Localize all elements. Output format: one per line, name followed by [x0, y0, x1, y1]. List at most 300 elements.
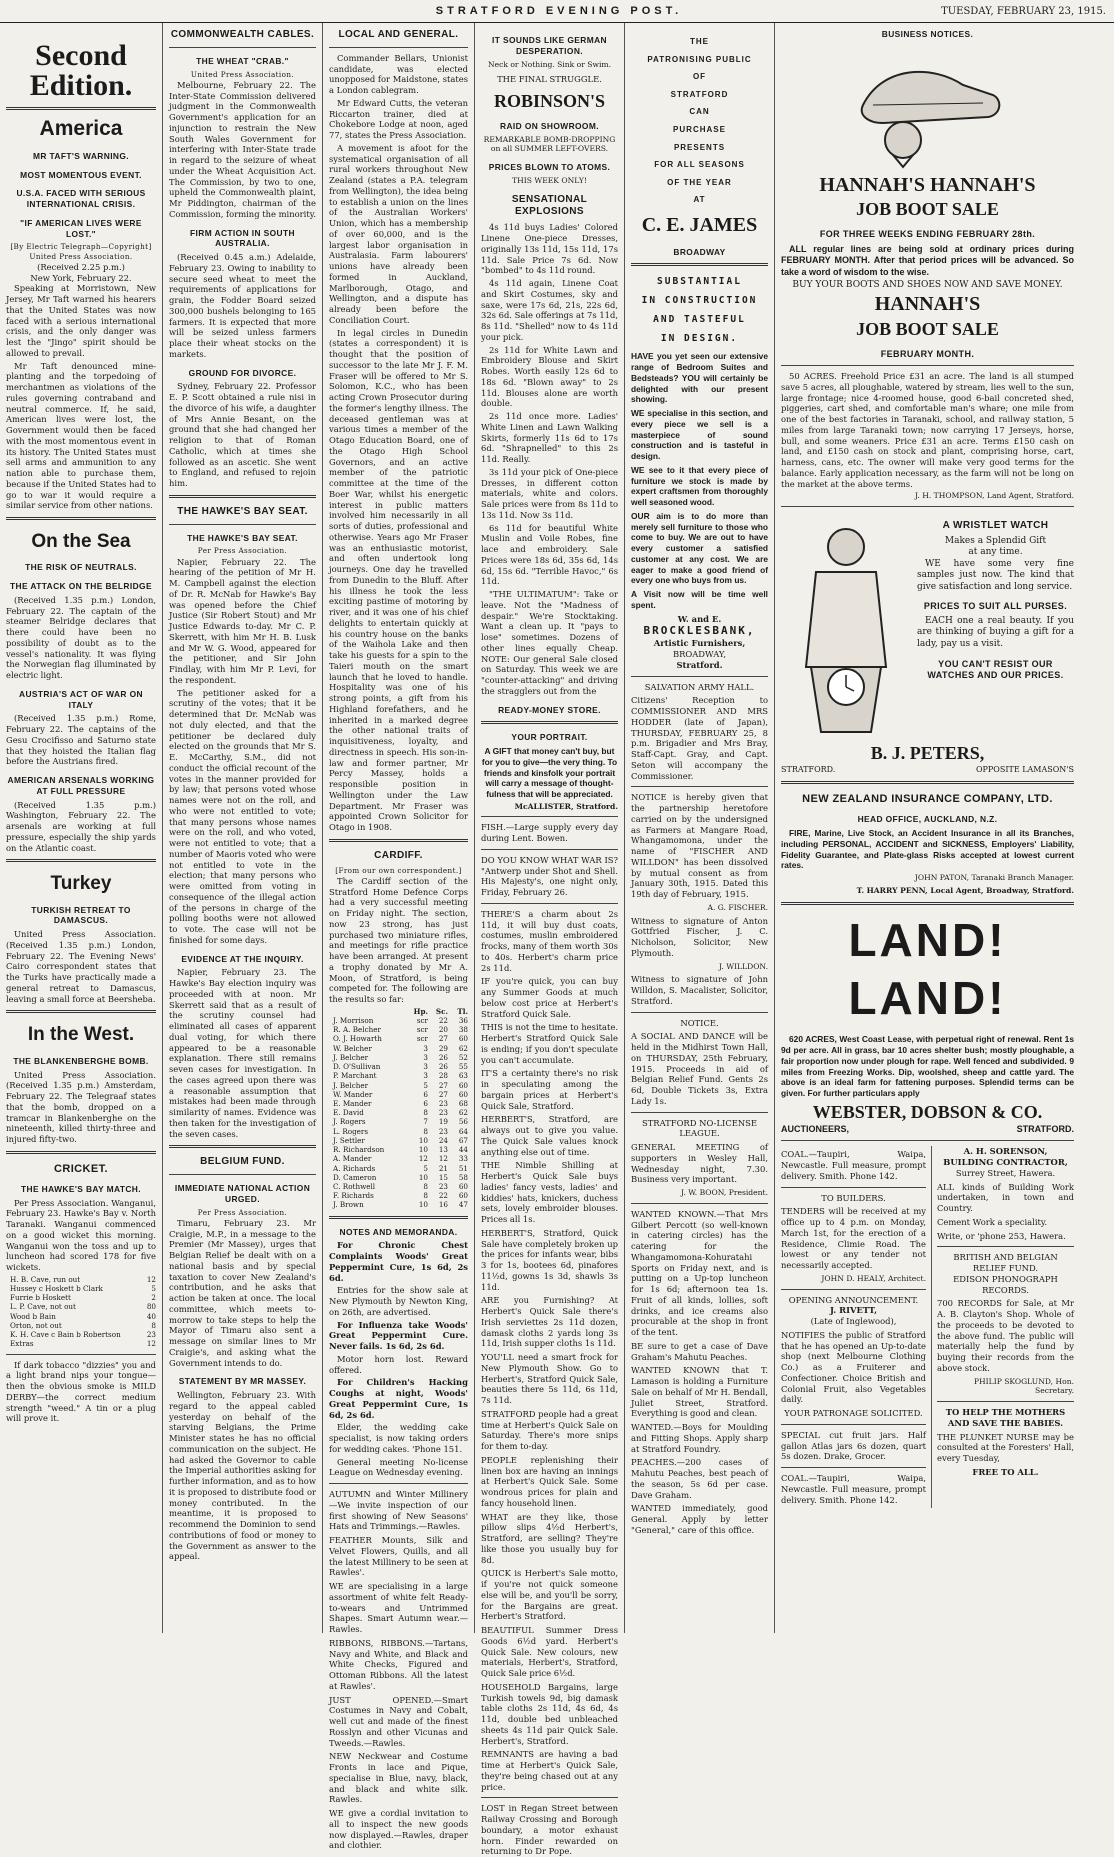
competitor-name: C. Rothwell — [333, 1181, 376, 1191]
advert-item: THIS is not the time to hesitate. Herbert's Stratford Quick Sale is ending; if you don't speculate you can't accumulate. — [481, 1022, 618, 1065]
advert-item: IF you're quick, you can buy any Summer Goods at much below cost price at Herbert's Stratford Quick Sale. — [481, 976, 618, 1019]
note-item: For Chronic Chest Complaints Woods' Great Peppermint Cure, 1s 6d, 2s 6d. — [329, 1240, 468, 1283]
advertiser-name: WEBSTER, DOBSON & CO. — [812, 1101, 1043, 1122]
headline: BELGIUM FUND. — [200, 1156, 285, 1168]
advert-headline: SUBSTANTIAL IN CONSTRUCTION AND TASTEFUL IN DESIGN. — [641, 276, 758, 345]
score-cell: 5 — [423, 1080, 428, 1090]
score-row — [329, 1062, 468, 1071]
score-cell: 62 — [458, 1043, 468, 1053]
signature: J. WILLDON. — [718, 961, 768, 971]
notice-text: Cement Work a speciality. — [937, 1216, 1048, 1227]
advertiser-address: AUCTIONEERS, STRATFORD. — [781, 1123, 1074, 1134]
agency-line: United Press Association. — [190, 69, 295, 79]
advertiser-address: BROADWAY, — [672, 649, 727, 660]
score-cell: 6 — [423, 1089, 428, 1099]
advert-paragraph: WE have some very fine samples just now. The kind that give satisfaction and long service. — [917, 558, 1074, 592]
advert-paragraph: A Visit now will be time well spent. — [631, 589, 768, 610]
headline: TURKISH RETREAT TO DAMASCUS. — [31, 904, 131, 926]
score-cell: 23 — [438, 1099, 448, 1108]
notice-heading: TO BUILDERS. — [821, 1192, 886, 1203]
advert-subhead: FOR THREE WEEKS ENDING FEBRUARY 28th. — [819, 229, 1036, 240]
score-cell: 23 — [438, 1181, 448, 1191]
column-3 — [323, 23, 475, 1851]
headline: IT SOUNDS LIKE GERMAN DESPERATION. — [492, 35, 607, 56]
score-cell: 22 — [438, 1191, 448, 1201]
advert-paragraph: WE specialise in this section, and every piece we sell is a masterpiece of sound construction and is tasteful in design. — [631, 408, 768, 462]
classified-item: WANTED immediately, good General. Apply by letter "General," care of this office. — [631, 1503, 768, 1535]
score-cell: 38 — [458, 1025, 468, 1035]
cricket-scorecard — [6, 1275, 156, 1349]
classified-item: SPECIAL cut fruit jars. Half gallon Atlas jars 6s dozen, quart 5s dozen. Drake, Grocer. — [781, 1429, 926, 1462]
sale-item: "THE ULTIMATUM": Take or leave. Not the "Madness of despair." We're Stocktaking. Want a clean up. It "pays to lose" sometimes. Dozens of other lines equally Cheap. NOTE: Our general Sale closed on Saturday. This week we are "counter-attacking" and driving the stragglers out from the — [481, 589, 618, 696]
advert-paragraph: 50 ACRES. Freehold Price £31 an acre. The land is all stumped save 5 acres, all ploughable, watered by stream, lies well to the sun, large frontage; nice 4-roomed house, good 6-bail concreted shed, piggeries, cart shed, and comfortable man's whare; one mile from one of the best factories in Taranaki, school, and railway station, 5 miles from large Taranaki town; now carrying 17 Jerseys, horse, bull, and some weaners. Price £31 an acre. Terms £150 cash on land, and £150 cash on stock and plant, comprising horse, cart, harness, cans, etc. The owner will make very good terms for the balance. Early application necessary, as the farm will not be long on the market at the above terms. — [781, 371, 1074, 489]
score-cell: Sc. — [435, 1006, 448, 1016]
score-row — [329, 1182, 468, 1191]
signature: JOHN D. HEALY, Architect. — [821, 1273, 926, 1283]
score-cell: 19 — [438, 1117, 448, 1127]
score-row — [329, 1164, 468, 1173]
note-item: Entries for the show sale at New Plymouth by Newton King, on 26th, are advertised. — [329, 1285, 468, 1317]
score-cell: 16 — [438, 1200, 448, 1210]
advertiser-name: HANNAH'S HANNAH'S — [819, 173, 1036, 196]
section-heading-commonwealth: COMMONWEALTH CABLES. — [170, 29, 315, 40]
score-cell: 44 — [458, 1145, 468, 1155]
signature: JOHN PATON, Taranaki Branch Manager. — [914, 873, 1074, 883]
sale-item: 3s 11d your pick of One-piece Dresses, in different cotton materials, white and colors. Sale prices were from 8s 11d to 13s 11d. Now 3s 11d. — [481, 466, 618, 520]
sale-item: 2s 11d once more. Ladies' White Linen and Lawn Walking Skirts, formerly 11s 6d to 17s 6d. "Shrapnelled" to this 2s 11d. Really. — [481, 411, 618, 464]
article-paragraph: (Received 1.35 p.m.) Rome, February 22. The captains of the Gesu Crocifisso and Saturno state that they hoisted the Italian flag before the Austrians fired. — [6, 713, 156, 767]
advert-paragraph: A GIFT that money can't buy, but for you to give—the very thing. To friends and kinsfolk your portrait will carry a message of thought-fulness that will be appreciated. — [481, 746, 618, 799]
article-paragraph: Melbourne, February 22. The Inter-State Commission delivered judgment in the Commonwealth Government's application for an injunction to restrain the New South Wales Government for interfering with Inter-State trade in regard to the seizure of wheat under the Wheat Acquisition Act. The Commission, by two to one, upheld the Commonwealth plaint, Mr Piddington, chairman of the Commission, forming the minority. — [169, 79, 316, 219]
score-row — [329, 1136, 468, 1145]
boot-icon — [843, 45, 1013, 170]
article-paragraph: (Received 1.35 p.m.) Washington, February 22. The arsenals are working at full pressure, especially the ship yards on the Atlantic coast. — [6, 799, 156, 853]
advertiser-signature: McALLISTER, Stratford. — [514, 801, 618, 811]
score-cell: 10 — [418, 1135, 428, 1145]
advert-item: LOST in Regan Street between Railway Crossing and Borough boundary, a motor exhaust horn. Finder rewarded on returning to Dr Pope. — [481, 1803, 618, 1857]
score-cell: 28 — [438, 1071, 448, 1081]
notice-text: TENDERS will be received at my office up to 4 p.m. on Monday, March 1st, for the erection of a Residence, Climie Road. The lowest or any tender not necessarily accepted. — [781, 1206, 926, 1271]
score-cell: 10 — [418, 1145, 428, 1155]
advert-item: JUST OPENED.—Smart Costumes in Navy and Cobalt, well cut and made of the finest Rosslyn and other Vicunas and Tweeds.—Rawles. — [329, 1694, 468, 1748]
agency-line: [From our own correspondent.] — [335, 865, 462, 875]
score-row — [329, 1200, 468, 1209]
advert-subhead: PRICES TO SUIT ALL PURSES. — [923, 601, 1068, 612]
score-cell: 12 — [438, 1154, 448, 1164]
headline: AUSTRIA'S ACT OF WAR ON ITALY — [19, 688, 143, 710]
article-paragraph: Speaking at Morristown, New Jersey, Mr Taft warned his hearers that the United States was now faced with a serious international crisis, and the only danger was lest the "Jingo" spirit should be allowed to prevail. — [6, 283, 156, 358]
score-row — [329, 1191, 468, 1200]
sale-item: 4s 11d buys Ladies' Colored Linene One-piece Dresses, originally 13s 11d, 15s 11d, 17s 11d. Sale Price 7s 6d. Now "bombed" to 4s 11d round. — [481, 222, 618, 276]
notice-heading: SALVATION ARMY HALL. — [644, 681, 755, 692]
advert-paragraph: If dark tobacco "dizzies" you and a light brand nips your tongue—then the obvious smoke is MILD DERBY—the correct medium strength "weed." A tin or a plug will prove it. — [6, 1359, 156, 1424]
advert-item: IT'S a certainty there's no risk in speculating among the bargain prices at Herbert's Quick Sale, Stratford. — [481, 1068, 618, 1111]
agency-line: [By Electric Telegraph—Copyright] United Press Association. — [10, 242, 152, 261]
classified-item: WANTED KNOWN that T. Lamason is holding a Furniture Sale on behalf of Mr H. Bendall, Juliet Street, Stratford. Everything is good and clean. — [631, 1365, 768, 1419]
headline: FIRM ACTION IN SOUTH AUSTRALIA. — [190, 227, 295, 249]
score-cell: 8 — [423, 1126, 428, 1136]
notice-text: ALL kinds of Building Work undertaken, in town and Country. — [937, 1181, 1074, 1214]
score-row: Wood b Bain 40 — [10, 1311, 156, 1321]
issue-date: TUESDAY, FEBRUARY 23, 1915. — [941, 5, 1106, 17]
score-cell: 60 — [458, 1080, 468, 1090]
edition-heading: Second Edition. — [29, 39, 133, 102]
advert-item: YOU'LL need a smart frock for New Plymouth Show. Go to Herbert's, Stratford Quick Sale, beauties there 5s 11d, 6s 11d, 7s 11d. — [481, 1352, 618, 1406]
advert-item: THERE'S a charm about 2s 11d, it will buy dust coats, costumes, muslin embroidered frocks, many of them worth 30s to 40s. Herbert's charm price 2s 11d. — [481, 908, 618, 973]
headline: MR TAFT'S WARNING. — [32, 150, 130, 161]
score-row — [329, 1044, 468, 1053]
notice-heading: FREE TO ALL. — [972, 1466, 1039, 1477]
article-paragraph: Napier, February 23. The Hawke's Bay election inquiry was proceeded with at noon. Mr Skerrett said that as a result of the scrutiny counsel had eliminated all cases of apparent dual voting, for which there appeared to be a reasonable explanation. There still remains seven cases for investigation. In the cases agreed upon there was a reasonable assumption that mistakes had been made through similarity of names. Evidence was then taken for the investigation of the seven cases. — [169, 967, 316, 1139]
competitor-name: A. Richards — [333, 1163, 376, 1173]
classified-item: COAL.—Taupiri, Waipa, Newcastle. Full measure, prompt delivery. Smith. Phone 142. — [781, 1149, 926, 1181]
score-cell: 58 — [458, 1172, 468, 1182]
headline: GROUND FOR DIVORCE. — [188, 367, 297, 378]
competitor-name: J. Brown — [333, 1200, 364, 1210]
competitor-name: J. Rogers — [333, 1117, 366, 1127]
classified-item: COAL.—Taupiri, Waipa, Newcastle. Full measure, prompt delivery. Smith. Phone 142. — [781, 1473, 926, 1505]
advert-item: PEOPLE replenishing their linen box are having an innings at Herbert's Quick Sale. Some wondrous prices for plain and fancy household linen. — [481, 1454, 618, 1508]
article-paragraph: United Press Association. (Received 1.35 p.m.) Amsterdam, February 22. The Telegraaf states that the bomb, dropped on a tramcar in Blankenberghe on the nineteenth, killed thirty-three and injured fifty-two. — [6, 1069, 156, 1144]
notice-text: GENERAL MEETING of supporters in Wesley Hall, Wednesday night, 7.30. Business very important. — [631, 1142, 768, 1185]
advert-subhead: at any time. — [968, 547, 1023, 558]
competitor-name: J. Belcher — [333, 1080, 369, 1090]
advertiser-name: NEW ZEALAND INSURANCE COMPANY, LTD. — [802, 793, 1053, 806]
shooting-score-table — [329, 1007, 468, 1210]
score-row — [329, 1117, 468, 1126]
note-item: General meeting No-license League on Wednesday evening. — [329, 1456, 468, 1478]
section-heading-cricket: CRICKET. — [54, 1162, 108, 1175]
headline: THE HAWKE'S BAY SEAT. — [187, 532, 298, 543]
note-item: Elder, the wedding cake specialist, is now taking orders for wedding cakes. 'Phone 151. — [329, 1422, 468, 1454]
article-paragraph: (Received 0.45 a.m.) Adelaide, February 23. Owing to inability to secure seed wheat to meet the requirements of applications for grain, the Fodder Board seized 300,000 bushels belonging to 165 farmers. It is expected that more will be seized unless farmers place their wheat stocks on the markets. — [169, 252, 316, 359]
competitor-name — [333, 1007, 408, 1016]
headline: EVIDENCE AT THE INQUIRY. — [181, 953, 304, 964]
competitor-name: D. O'Sullivan — [333, 1062, 381, 1072]
article-paragraph: Napier, February 22. The hearing of the petition of Mr H. M. Campbell against the election of Dr. R. McNab for Hawke's Bay was opened before the Chief Justice (Sir Robert Stout) and Mr Justice Edwards to-day. Mr C. P. Skerrett, with him Mr H. B. Lusk and Mr W. G. Wood, appeared for the petitioner, and Sir John Findlay, with him Mr P. Levi, for the respondent. — [169, 556, 316, 685]
notice-text: NOTIFIES the public of Stratford that he has opened an Up-to-date shop (next Melbourne Clothing Co.) as a Fruiterer and Confectioner. Choice British and Colonial Fruit, also Vegetables daily. — [781, 1329, 926, 1405]
score-row — [329, 1108, 468, 1117]
article-paragraph: Wellington, February 23. With regard to the appeal cabled yesterday on behalf of the starving Belgians, the Prime Minister states he has no official communication on the subject. He had asked the Governor to cable the Imperial authorities asking for further information, and as to how it is proposed to distribute food or money contributed. In the meantime, it is proposed to recommend the Dominion to send contributions of food or money to the Government as answer to the appeal. — [169, 1390, 316, 1562]
article-paragraph: Per Press Association. Wanganui, February 23. Hawke's Bay v. North Taranaki. Wanganui commenced on a good wicket this morning. Wanganui won the toss and up to luncheon had scored 178 for five wickets. — [6, 1197, 156, 1273]
advert-item: WE give a cordial invitation to all to inspect the new goods now displayed.—Rawles, draper and clothier. — [329, 1808, 468, 1851]
score-row: H. B. Cave, run out 12 — [10, 1274, 156, 1284]
notice-heading: EDISON PHONOGRAPH RECORDS. — [953, 1273, 1058, 1295]
score-cell: 23 — [438, 1126, 448, 1136]
score-cell: 24 — [438, 1135, 448, 1145]
article-paragraph: Sydney, February 22. Professor E. P. Scott obtained a rule nisi in the divorce of his wife, a daughter of Mrs Annie Besant, on the ground that she had changed her religion to that of Roman Catholic, which at times she followed as an ascetic. She went to England, and refused to rejoin him. — [169, 381, 316, 489]
advert-item: WHAT are they like, those pillow slips 4½d Herbert's, Stratford, are selling? They're like those you usually buy for 8d. — [481, 1511, 618, 1565]
competitor-name: R. Richardson — [333, 1145, 385, 1155]
competitor-name: F. Richards — [333, 1191, 374, 1201]
headline: RAID ON SHOWROOM. — [500, 121, 599, 131]
competitor-name: J. Belcher — [333, 1052, 369, 1062]
signature: PHILIP SKOGLUND, Hon. Secretary. — [973, 1376, 1074, 1396]
competitor-name: E. David — [333, 1108, 364, 1118]
subheadline: Neck or Nothing. Sink or Swim. — [487, 59, 612, 69]
advertiser-name: C. E. JAMES — [641, 213, 758, 236]
score-cell: 55 — [458, 1062, 468, 1072]
advert-paragraph: FIRE, Marine, Live Stock, an Accident Insurance in all its Branches, including PERSONAL, ACCIDENT and SICKNESS, Employers' Liability, Fidelity Guarantee, and Plate-glass Risks accepted at lowest current rates. — [781, 828, 1074, 871]
newspaper-title: STRATFORD EVENING POST. — [435, 5, 683, 17]
notice-text: Citizens' Reception to COMMISSIONER AND MRS HODDER (late of Japan), THURSDAY, FEBRUARY 25, 8 p.m. Brigadier and Mrs Bray, Staff-Capt. Gray, and Capt. Seton will accompany the Commissioner. — [631, 695, 768, 781]
advert-item: AUTUMN and Winter Millinery—We invite inspection of our first showing of New Seasons' Hats and Trimmings.—Rawles. — [329, 1489, 468, 1532]
headline: READY-MONEY STORE. — [498, 704, 601, 715]
advertiser-trade: Artistic Furnishers, — [653, 638, 746, 649]
notice-text: 700 RECORDS for Sale, at Mr A. B. Clayton's Shop. Whole of the proceeds to be devoted to the above fund. The public will materially help the fund by buying their records from the above stock. — [937, 1298, 1074, 1373]
advert-item: RIBBONS, RIBBONS.—Tartans, Navy and White, and Black and White Checks, Figured and Ottoman Ribbons. All the latest at Rawles'. — [329, 1637, 468, 1691]
advert-item: NEW Neckwear and Costume Fronts in lace and Pique, specialise in Blue, navy, black, and black and white silk. Rawles. — [329, 1751, 468, 1805]
advert-item: BEAUTIFUL Summer Dress Goods 6½d yard. Herbert's Quick Sale. New colours, new materials, Herbert's, Stratford, Quick Sale price 6½d. — [481, 1625, 618, 1679]
column-2 — [163, 23, 323, 1633]
score-row — [329, 1016, 468, 1025]
article-paragraph: United Press Association. (Received 1.35 p.m.) London, February 22. The Evening News' Cairo correspondent states that the Turks have practically made a general retreat to Damascus, leaving a small force at Beersheba. — [6, 929, 156, 1004]
score-cell: 8 — [423, 1181, 428, 1191]
headline: THE ATTACK ON THE BELRIDGE — [10, 581, 152, 592]
score-row: L. P. Cave, not out 80 — [10, 1302, 156, 1312]
score-cell: scr — [416, 1025, 428, 1035]
score-cell: 23 — [438, 1108, 448, 1118]
agency-line: Per Press Association. — [197, 546, 288, 556]
column-1 — [0, 23, 163, 1633]
score-cell: 6 — [423, 1099, 428, 1108]
score-row — [329, 1025, 468, 1034]
score-cell: 3 — [423, 1062, 428, 1072]
headline: STATEMENT BY MR MASSEY. — [178, 1376, 307, 1387]
subheadline: REMARKABLE BOMB-DROPPING on all SUMMER LEFT-OVERS. — [483, 134, 616, 154]
advert-headline: JOB BOOT SALE — [856, 318, 999, 339]
advertiser-address: HEAD OFFICE, AUCKLAND, N.Z. — [857, 814, 998, 825]
competitor-name: W. Mander — [333, 1089, 373, 1099]
score-cell: 26 — [438, 1052, 448, 1062]
watch-advert — [781, 512, 1074, 742]
notice-heading: STRATFORD NO-LICENSE LEAGUE. — [641, 1117, 758, 1139]
article-paragraph: The Cardiff section of the Stratford Home Defence Corps had a very successful meeting on Friday night. The section, now 23 strong, has just purchased two miniature rifles, and meetings for rifle practice have been arranged. At present a trophy donated by Mr A. Moon, of Stratford, is being competed for. The following are the results so far: — [329, 875, 468, 1005]
competitor-name: A. Mander — [333, 1154, 372, 1164]
score-cell: 29 — [438, 1043, 448, 1053]
article-paragraph: Timaru, February 23. Mr Craigie, M.P., in a message to the Premier (Mr Massey), urges that Belgian Relief be dealt with on a national basis and by special taxation to cover New Zealand's contribution, and he asks that action be taken at once. The local committee, which meets to-morrow to take steps to help the Mayor of Timaru also sent a message on similar lines to Mr Craigie's, and asking what the Government intends to do. — [169, 1217, 316, 1368]
headline: AMERICAN ARSENALS WORKING AT FULL PRESSURE — [7, 775, 155, 796]
score-cell: 7 — [423, 1117, 428, 1127]
agency-line: Per Press Association. — [197, 1207, 288, 1217]
headline: THE HAWKE'S BAY MATCH. — [21, 1183, 141, 1194]
advert-paragraph: OUR aim is to do more than merely sell furniture to those who come to buy. We are out to have every customer a satisfied customer at any cost. We are eager to make a good friend of every one who buys from us. — [631, 510, 768, 586]
headline: CARDIFF. — [374, 849, 423, 861]
competitor-name: J. Settler — [333, 1135, 365, 1145]
wristlet-watch-icon — [786, 517, 906, 737]
advert-item: HERBERT'S, Stratford, Quick Sale have completely broken up the prices for infants wear, bibs 3 for 1s, bootees 6d, pinafores 11½d, gowns 1s 3d, shawls 3s 11d. — [481, 1227, 618, 1292]
article-paragraph: In legal circles in Dunedin (states a correspondent) it is thought that the position of successor to the late Mr J. F. M. Fraser will be offered to Mr S. Solomon, K.C., who has been acting Crown Prosecutor during the former's lengthy illness. The deceased gentleman was at various times a member of the Otago Education Board, one of the Otago High School Governors, and an active member of the patriotic committee at the time of the Boer War, whilst his energetic interest in public matters involved him necessarily in all sorts of duties, professional and otherwise. Years ago Mr Fraser was an enthusiastic motorist, and often undertook long journeys. One day he travelled from Dunedin to the Bluff. After his illness he took the less exciting pastime of motoring by river, and it was one of his chief delights to entertain quickly at his country house on the banks of the Waihola Lake and then take his guests for a spin to the Taieri mouth on the smart launch that he loved to handle. Hospitality was one of his strong points, a gift from his Highland forefathers, and he inherited in a marked degree the other national traits of inquisitiveness, loyalty, and directness in speech. His son-in-law and former partner, Mr Percy Massey, holds a responsible position in Wellington under the Law Department. Mr Fraser was appointed Crown Solicitor for Otago in 1908. — [329, 327, 468, 833]
advertiser-address: Surrey Street, Hawera. — [955, 1167, 1056, 1178]
notice-heading: OPENING ANNOUNCEMENT. — [788, 1294, 919, 1305]
headline: U.S.A. FACED WITH SERIOUS INTERNATIONAL CRISIS. — [16, 188, 146, 210]
advert-subhead: BUY YOUR BOOTS AND SHOES NOW AND SAVE MONEY. — [792, 280, 1063, 291]
notice-heading: BRITISH AND BELGIAN RELIEF FUND. — [953, 1252, 1058, 1274]
score-cell: 3 — [423, 1071, 428, 1081]
classified-item: PEACHES.—200 cases of Mahutu Peaches, best peach of the season, 5s 6d per case. Dave Graham. — [631, 1457, 768, 1500]
section-heading-west: In the West. — [27, 1024, 135, 1046]
column-6-advertisements — [775, 23, 1080, 1633]
score-cell: 68 — [458, 1099, 468, 1108]
score-row — [329, 1145, 468, 1154]
advert-item: WE are specialising in a large assortment of white felt Ready-to-wears and Untrimmed Shapes. Smart Autumn wear.—Rawles. — [329, 1581, 468, 1635]
score-cell: 27 — [438, 1089, 448, 1099]
advert-item: HOUSEHOLD Bargains, large Turkish towels 9d, big damask table cloths 2s 11d, 4s 6d, 4s 11d, double bed unbleached sheets 4s 11d pair Quick Sale. Herbert's, Stratford. — [481, 1681, 618, 1746]
score-row — [329, 1081, 468, 1090]
section-heading-local: LOCAL AND GENERAL. — [338, 29, 459, 40]
classified-item: BE sure to get a case of Dave Graham's Mahutu Peaches. — [631, 1340, 768, 1362]
notice-heading: YOUR PATRONAGE SOLICITED. — [784, 1408, 923, 1419]
note-item: For Influenza take Woods' Great Peppermint Cure. Never fails. 1s 6d, 2s 6d. — [329, 1319, 468, 1352]
score-row — [329, 1053, 468, 1062]
score-cell: 10 — [418, 1172, 428, 1182]
headline: YOUR PORTRAIT. — [511, 732, 588, 743]
sale-item: 4s 11d again, Linene Coat and Skirt Costumes, sky and saxe, were 17s 6d, 21s, 22s 6d, 32s 6d. Sale offerings at 7s 11d, 8s 11d. "Shelled" now to 4s 11d your pick. — [481, 278, 618, 342]
score-cell: 13 — [438, 1145, 448, 1155]
score-cell: 62 — [458, 1108, 468, 1118]
advert-paragraph: EACH one a real beauty. If you are thinking of buying a gift for a lady, pay us a visit. — [917, 615, 1074, 649]
score-cell: 20 — [438, 1025, 448, 1035]
signature: J. H. THOMPSON, Land Agent, Stratford. — [914, 491, 1074, 501]
score-cell: 27 — [438, 1034, 448, 1044]
score-row: Hussey c Hoskett b Clark 5 — [10, 1284, 156, 1294]
score-cell: 12 — [418, 1154, 428, 1164]
ads-left-subcolumn — [781, 1146, 932, 1508]
advert-headline: JOB BOOT SALE — [856, 199, 999, 220]
score-cell: 36 — [458, 1016, 468, 1026]
score-row — [329, 1007, 468, 1016]
score-cell: 63 — [458, 1071, 468, 1081]
section-heading-turkey: Turkey — [50, 873, 112, 895]
sale-item: 2s 11d for White Lawn and Embroidery Blouse and Skirt Robes. Worth easily 12s 6d to 18s 6d. "Blown away" to 2s 11d. Blouses alone are worth double. — [481, 344, 618, 409]
advertiser-address: BROADWAY — [673, 246, 726, 257]
advert-item: ARE you Furnishing? At Herbert's Quick Sale there's Irish serviettes 2s 11d dozen, damask cloths 2 yards long 3s 11d, Irish supper cloths 1s 11d. — [481, 1295, 618, 1349]
advert-paragraph: WE see to it that every piece of furniture we stock is made by expert craftsmen from thoroughly well seasoned wood. — [631, 464, 768, 508]
advert-headline: A WRISTLET WATCH — [942, 520, 1049, 532]
score-row — [329, 1173, 468, 1182]
masthead — [0, 0, 1114, 23]
notice-text: THE PLUNKET NURSE may be consulted at the Foresters' Hall, every Tuesday, — [937, 1431, 1074, 1464]
lady-illustration — [781, 512, 911, 742]
advertiser-note: (Late of Inglewood), — [810, 1316, 897, 1327]
section-heading-sea: On the Sea — [31, 531, 131, 553]
score-cell: 33 — [458, 1154, 468, 1164]
sale-item: 6s 11d for beautiful White Muslin and Voile Robes, fine lace and embroidery. Sale Prices were 18s 6d, 35s 6d, 14s 6d, 15s 6d. "Terrible Havoc," 6s 11d. — [481, 522, 618, 587]
headline: THE HAWKE'S BAY SEAT. — [177, 505, 308, 517]
column-4 — [475, 23, 625, 1857]
score-cell: Tl. — [457, 1006, 468, 1016]
section-heading-business: BUSINESS NOTICES. — [881, 29, 974, 39]
advert-headline: LAND! LAND! — [848, 913, 1007, 1025]
score-cell: 26 — [438, 1062, 448, 1072]
headline: SENSATIONAL EXPLOSIONS — [511, 193, 588, 218]
advertiser-town: Stratford. — [676, 659, 723, 670]
headline: THE RISK OF NEUTRALS. — [25, 562, 137, 573]
signature: A. G. FISCHER. — [707, 902, 768, 912]
score-cell: scr — [416, 1016, 428, 1026]
headline: THE BLANKENBERGHE BOMB. — [13, 1055, 149, 1066]
score-cell: 8 — [423, 1108, 428, 1118]
advert-item: QUICK is Herbert's Sale motto, if you're not quick someone else will be, and you'll be sorry, for the Bargains are great. Herbert's Stratford. — [481, 1568, 618, 1622]
advertiser-name: A. H. SORENSON, — [963, 1146, 1048, 1157]
classified-item: WANTED KNOWN.—That Mrs Gilbert Percott (so well-known in catering circles) has the catering for the Whangamomona-Kohuratahi Sports on Friday next, and is putting on a Up-top luncheon for 1s 6d; afternoon tea 1s. Fruit of all kinds, lollies, soft drinks, and ice creams also procurable at the shop in front of the tent. — [631, 1208, 768, 1338]
score-row — [329, 1090, 468, 1099]
advertiser-name: W. and E. — [677, 613, 722, 624]
score-cell: 3 — [423, 1052, 428, 1062]
notice-text: A SOCIAL AND DANCE will be held in the Midhirst Town Hall, on THURSDAY, 25th February, 1915. Proceeds in aid of Belgian Relief Fund. Gents 2s 6d, Double Tickets 3s, Extra Lady 1s. — [631, 1031, 768, 1106]
classified-item: WANTED.—Boys for Moulding and Fitting Shops. Apply sharp at Stratford Foundry. — [631, 1422, 768, 1454]
advert-paragraph: HAVE you yet seen our extensive range of Bedroom Suites and Bedsteads? YOU will certainly be delighted with our present showing. — [631, 351, 768, 405]
advert-item: REMNANTS are having a bad time at Herbert's Quick Sale, they're being chased out at any price. — [481, 1749, 618, 1792]
competitor-name: R. A. Belcher — [333, 1025, 381, 1035]
advertiser-name: HANNAH'S — [874, 292, 981, 315]
advert-item: FISH.—Large supply every day during Lent. Bowen. — [481, 822, 618, 844]
advertiser-address: STRATFORD. OPPOSITE LAMASON'S — [781, 765, 1074, 775]
score-cell: Hp. — [413, 1006, 428, 1016]
section-heading-america: America — [39, 117, 123, 140]
advertiser-name: J. RIVETT, — [829, 1305, 878, 1316]
score-cell: 8 — [423, 1191, 428, 1201]
article-paragraph: A movement is afoot for the systematical organisation of all rural workers throughout New Zealand (states a P.A. telegram from Wellington), the idea being to establish a union on the lines of the Australian Workers' Union, which has a membership of over 60,000, and is the largest labor organisation in Australasia. Farm labourers' unions have already been formed in Auckland, Marlborough, Otago, and Wellington, and a dispute has already been before the Conciliation Court. — [329, 142, 468, 325]
notice-text: Write, or 'phone 253, Hawera. — [937, 1230, 1066, 1241]
notice-text: NOTICE is hereby given that the partnership heretofore carried on by the undersigned as Farmers at Mangare Road, Whangamomona, under the name of "FISCHER AND WILLDON" has been dissolved by mutual consent as from January 30th, 1915. Dated this 19th day of February, 1915. — [631, 792, 768, 900]
score-row — [329, 1099, 468, 1108]
score-row: Extras 12 — [10, 1339, 156, 1349]
advert-paragraph: ALL regular lines are being sold at ordinary prices during FEBRUARY MONTH. After that period prices will be advanced. So take a word of wisdom to the wise. — [781, 243, 1074, 277]
score-cell: 47 — [458, 1200, 468, 1210]
advert-item: THE Nimble Shilling at Herbert's Quick Sale buys ladies' fancy vests, ladies' and kiddies' hats, knickers, duchess sets, lovely embroider blouses. Prices all 1s. — [481, 1160, 618, 1225]
score-row — [329, 1071, 468, 1080]
headline: "IF AMERICAN LIVES WERE LOST." — [20, 217, 142, 239]
competitor-name: L. Rogers — [333, 1126, 369, 1136]
advert-paragraph: 620 ACRES, West Coast Lease, with perpetual right of renewal. Rent 1s 9d per acre. All in grass, bar 10 acres shelter bush; mostly ploughable, a fair proportion now under plough for rape. Well fenced and subdivided. 9 miles from Freezing Works. Dip, woolshed, sheep and cattle yard. The above is an ideal farm for fattening purposes. Splendid terms can be given. For further particulars apply — [781, 1034, 1074, 1099]
score-cell: 15 — [438, 1172, 448, 1182]
score-row — [329, 1127, 468, 1136]
advert-item: STRATFORD people had a great time at Herbert's Quick Sale on Saturday. There's more snips for them to-day. — [481, 1408, 618, 1452]
note-item: For Children's Hacking Coughs at night, Woods' Great Peppermint Cure, 1s 6d, 2s 6d. — [329, 1377, 468, 1420]
article-paragraph: Commander Bellars, Unionist candidate, was elected unopposed for Maidstone, states a London cablegram. — [329, 52, 468, 96]
score-row — [329, 1034, 468, 1043]
headline: NOTES AND MEMORANDA. — [339, 1226, 458, 1237]
advert-item: DO YOU KNOW WHAT WAR IS? "Antwerp under Shot and Shell. His Majesty's, one night only, Friday, February 26. — [481, 854, 618, 898]
score-cell: 3 — [423, 1043, 428, 1053]
score-cell: 51 — [458, 1163, 468, 1173]
advert-lead: THE PATRONISING PUBLIC OF STRATFORD CAN PURCHASE PRESENTS FOR ALL SEASONS OF THE YEAR AT — [647, 37, 752, 205]
dateline: New York, February 22. — [30, 272, 132, 283]
witness-text: Witness to signature of John Willdon, S. Macalister, Solicitor, Stratford. — [631, 974, 768, 1006]
advertiser-name: ROBINSON'S — [493, 90, 606, 111]
score-cell: 52 — [458, 1052, 468, 1062]
ads-right-subcolumn — [932, 1146, 1074, 1508]
advert-item: FEATHER Mounts, Silk and Velvet Flowers, Quills, and all the latest Millinery to be seen at Rawles'. — [329, 1535, 468, 1578]
witness-text: Witness to signature of Anton Gottfried Fischer, J. C. Nicholson, Solicitor, New Plymouth. — [631, 915, 768, 958]
competitor-name: J. Morrison — [333, 1016, 374, 1026]
headline: THE WHEAT "CRAB." — [196, 55, 289, 66]
score-cell: 22 — [438, 1016, 448, 1026]
boot-illustration — [781, 43, 1074, 173]
note-item: Motor horn lost. Reward offered. — [329, 1353, 468, 1375]
article-paragraph: Mr Taft denounced mine-planting and the torpedoing of merchantmen as violations of the rules governing contraband and neutral commerce. If, he said, American lives were lost, the Government would then be faced with the most momentous event in its history. The United States must sell arms and ammunition to any nation able to purchase them, because if the United States had to go to war it would require a similar service from other nations. — [6, 360, 156, 511]
advert-subhead: FEBRUARY MONTH. — [880, 348, 975, 359]
article-paragraph: The petitioner asked for a scrutiny of the votes; that it be determined that Dr. McNab was not duly elected, and that the petitioner be declared duly elected on the grounds that Mr S. E. McCarthy, S.M., did not conduct the official recount of the votes in the manner provided for by law; that persons voted whose names were not on the roll, and who were not entitled to vote; that many persons whose names were on the roll, and who voted, were not entitled to vote; that a number of Maoris voted who were not entitled to vote in the election; that many persons who were omitted from voting in consequence of the illegal action of the persons in charge of the polling booths were not allowed to vote. The case will not be finished for some days. — [169, 687, 316, 945]
advert-item: HERBERT'S, Stratford, are always out to give you value. The Quick Sale values knock anything else out of time. — [481, 1114, 618, 1157]
headline: IMMEDIATE NATIONAL ACTION URGED. — [174, 1183, 311, 1204]
score-cell: 60 — [458, 1181, 468, 1191]
score-row: Orton, not out 8 — [10, 1320, 156, 1330]
competitor-name: W. Belcher — [333, 1043, 372, 1053]
column-5 — [625, 23, 775, 1633]
score-cell: 64 — [458, 1126, 468, 1136]
